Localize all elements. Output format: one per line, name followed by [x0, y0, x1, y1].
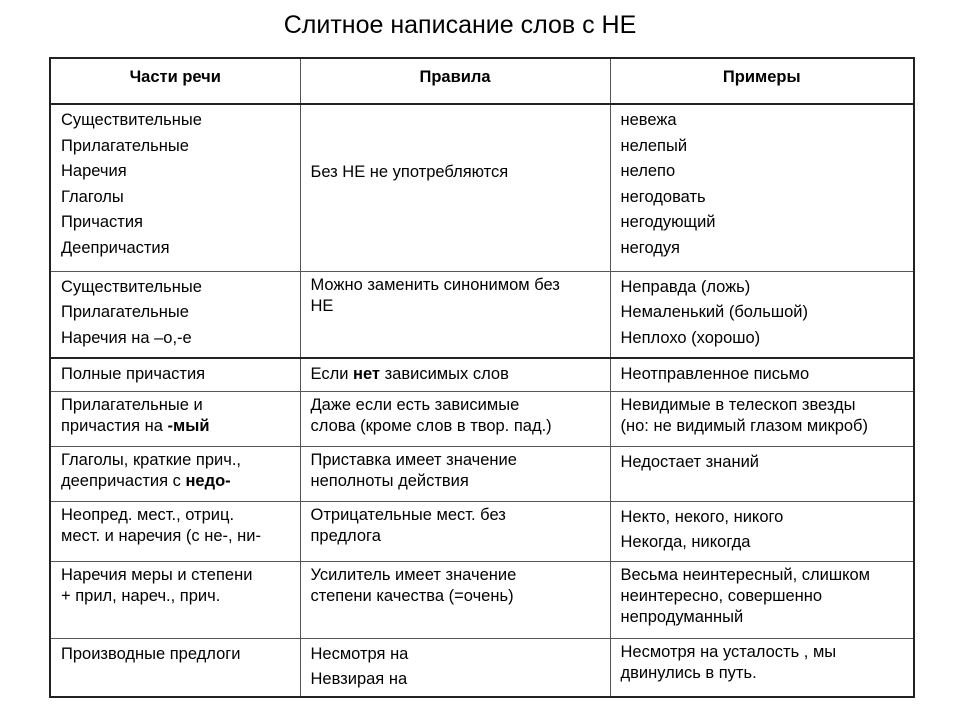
rule-line: Приставка имеет значение — [310, 450, 517, 469]
parts-cell — [50, 391, 300, 446]
rule-cell — [300, 638, 610, 697]
rule-cell — [300, 446, 610, 501]
example-line: Невидимые в телескоп звезды — [620, 395, 856, 414]
rule-cell — [300, 104, 610, 271]
rule-line: НЕ — [310, 296, 334, 315]
parts-line: Полные причастия — [61, 365, 206, 383]
example-line: Некто, некого, никого — [620, 507, 784, 526]
parts-cell — [50, 638, 300, 697]
examples-cell — [610, 638, 914, 697]
examples-cell — [610, 501, 914, 561]
rule-cell — [300, 561, 610, 638]
example-line: негодовать — [620, 187, 706, 206]
header-parts-of-speech: Части речи — [50, 58, 300, 104]
table-row — [50, 561, 914, 638]
parts-line: Неопред. мест., отриц. — [61, 505, 235, 524]
rule-line — [311, 362, 600, 388]
parts-line: Наречия — [61, 162, 127, 180]
example-line: Неплохо (хорошо) — [620, 328, 761, 347]
parts-cell — [50, 446, 300, 501]
parts-line: мест. и наречия (с не-, ни- — [61, 526, 261, 545]
example-line: Неправда (ложь) — [620, 277, 751, 296]
table-row — [50, 501, 914, 561]
rule-line: Несмотря на — [310, 644, 409, 663]
rule-cell — [300, 271, 610, 358]
rule-line: предлога — [310, 526, 381, 545]
example-line: Несмотря на усталость , мы — [620, 642, 837, 661]
example-line: двинулись в путь. — [620, 663, 757, 682]
rule-text: зависимых слов — [380, 365, 509, 383]
examples-cell — [610, 561, 914, 638]
example-line: Весьма неинтересный, слишком — [620, 565, 871, 584]
parts-line: Производные предлоги — [61, 644, 241, 663]
parts-text: деепричастия с — [61, 471, 186, 490]
parts-line: + прил, нареч., прич. — [61, 586, 221, 605]
parts-cell — [50, 358, 300, 391]
rule-line: Отрицательные мест. без — [310, 505, 506, 524]
table-row — [50, 391, 914, 446]
examples-cell — [610, 391, 914, 446]
page-title: Слитное написание слов с НЕ — [283, 11, 637, 39]
example-line: негодующий — [620, 213, 716, 231]
parts-line: Причастия — [61, 213, 143, 231]
parts-line: Прилагательные — [61, 303, 189, 321]
parts-line: Прилагательные — [61, 136, 189, 155]
table-row — [50, 271, 914, 358]
table-row — [50, 104, 914, 271]
examples-cell — [610, 446, 914, 501]
example-line: Некогда, никогда — [620, 533, 751, 551]
examples-cell — [610, 271, 914, 358]
example-line: нелепо — [620, 162, 676, 180]
parts-line: Прилагательные и — [61, 395, 203, 414]
header-examples: Примеры — [610, 58, 914, 104]
parts-line — [61, 416, 290, 437]
example-line: невежа — [620, 111, 677, 129]
parts-line: Существительные — [61, 277, 202, 296]
rule-line: Усилитель имеет значение — [310, 565, 517, 584]
parts-line: Глаголы — [61, 187, 124, 206]
parts-emphasis: -мый — [167, 416, 210, 435]
parts-line: Наречия на –о,-е — [61, 328, 192, 347]
rule-line: Невзирая на — [310, 670, 408, 688]
example-line: нелепый — [620, 136, 688, 155]
rule-line: неполноты действия — [310, 471, 469, 490]
example-line: непродуманный — [620, 607, 744, 626]
table-row — [50, 358, 914, 391]
parts-cell — [50, 271, 300, 358]
parts-cell — [50, 501, 300, 561]
example-line: (но: не видимый глазом микроб) — [620, 416, 868, 435]
rule-line: Можно заменить синонимом без — [310, 275, 560, 294]
rule-line: слова (кроме слов в твор. пад.) — [310, 416, 552, 435]
example-line: негодуя — [620, 238, 680, 257]
parts-line: Деепричастия — [61, 238, 170, 257]
example-line: неинтересно, совершенно — [620, 586, 823, 605]
rule-emphasis: нет — [353, 365, 381, 383]
parts-line: Существительные — [61, 111, 202, 129]
parts-line — [61, 471, 290, 492]
example-line: Неотправленное письмо — [620, 365, 810, 383]
rules-table — [49, 57, 915, 698]
rule-cell — [300, 501, 610, 561]
rule-cell — [300, 391, 610, 446]
header-rules: Правила — [300, 58, 610, 104]
examples-cell — [610, 358, 914, 391]
parts-cell — [50, 104, 300, 271]
example-line: Немаленький (большой) — [620, 303, 808, 321]
example-line: Недостает знаний — [620, 452, 760, 471]
parts-line: Наречия меры и степени — [61, 565, 253, 584]
examples-cell — [610, 104, 914, 271]
table-header-row — [50, 58, 914, 104]
parts-text: причастия на — [61, 416, 168, 435]
parts-cell — [50, 561, 300, 638]
rule-text: Если — [310, 365, 353, 383]
parts-line: Глаголы, краткие прич., — [61, 450, 241, 469]
rule-line: Без НЕ не употребляются — [310, 163, 509, 181]
parts-emphasis: недо- — [185, 471, 231, 490]
table-row — [50, 638, 914, 697]
rule-line: Даже если есть зависимые — [310, 395, 520, 414]
rule-cell — [300, 358, 610, 391]
rule-line: степени качества (=очень) — [310, 586, 514, 605]
table-row — [50, 446, 914, 501]
